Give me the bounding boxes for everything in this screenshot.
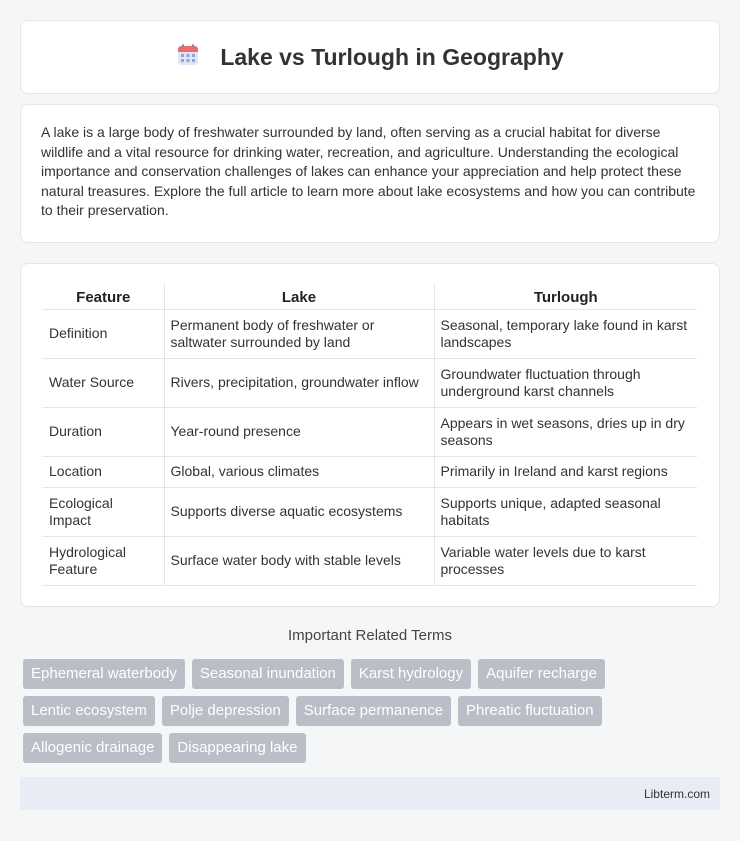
table-header-row bbox=[43, 284, 697, 310]
table-row bbox=[43, 408, 697, 457]
table-cell: Location bbox=[43, 457, 164, 488]
term-tag[interactable]: Allogenic drainage bbox=[23, 733, 162, 763]
term-tag[interactable]: Lentic ecosystem bbox=[23, 696, 155, 726]
footer-link[interactable]: Libterm.com bbox=[643, 786, 710, 801]
comparison-card bbox=[20, 263, 720, 607]
table-row bbox=[43, 359, 697, 408]
intro-card bbox=[20, 104, 720, 243]
term-tag[interactable]: Karst hydrology bbox=[351, 659, 471, 689]
calendar-icon bbox=[176, 43, 200, 72]
intro-text: A lake is a large body of freshwater surrounded by land, often serving as a crucial habitat for diverse wildlife and a vital resource for drinking water, recreation, and agriculture. Understanding the ecological importance and conservation challenges of lakes can enhance your appreciation and help protect these natural treasures. Explore the full article to learn more about lake ecosystems and how you can contribute to their preservation. bbox=[41, 124, 696, 218]
term-tag[interactable]: Seasonal inundation bbox=[192, 659, 344, 689]
term-tag[interactable]: Surface permanence bbox=[296, 696, 451, 726]
term-tag[interactable]: Phreatic fluctuation bbox=[458, 696, 602, 726]
comparison-table bbox=[43, 284, 697, 586]
term-tag[interactable]: Polje depression bbox=[162, 696, 289, 726]
table-cell: Definition bbox=[43, 310, 164, 359]
header-card bbox=[20, 20, 720, 94]
table-cell: Permanent body of freshwater or saltwater surrounded by land bbox=[164, 310, 434, 359]
table-row bbox=[43, 488, 697, 537]
table-row bbox=[43, 537, 697, 586]
table-cell: Variable water levels due to karst processes bbox=[434, 537, 697, 586]
table-cell: Supports diverse aquatic ecosystems bbox=[164, 488, 434, 537]
term-tag[interactable]: Aquifer recharge bbox=[478, 659, 605, 689]
table-cell: Hydrological Feature bbox=[43, 537, 164, 586]
table-row bbox=[43, 310, 697, 359]
table-cell: Seasonal, temporary lake found in karst landscapes bbox=[434, 310, 697, 359]
table-cell: Global, various climates bbox=[164, 457, 434, 488]
table-cell: Appears in wet seasons, dries up in dry seasons bbox=[434, 408, 697, 457]
term-tag[interactable]: Ephemeral waterbody bbox=[23, 659, 185, 689]
related-terms-title: Important Related Terms bbox=[288, 627, 452, 644]
table-cell: Supports unique, adapted seasonal habitats bbox=[434, 488, 697, 537]
related-terms-list bbox=[23, 659, 723, 763]
table-row bbox=[43, 457, 697, 488]
table-cell: Duration bbox=[43, 408, 164, 457]
table-cell: Surface water body with stable levels bbox=[164, 537, 434, 586]
table-cell: Groundwater fluctuation through underground karst channels bbox=[434, 359, 697, 408]
header-lake: Lake bbox=[164, 284, 434, 310]
table-cell: Ecological Impact bbox=[43, 488, 164, 537]
page-title: Lake vs Turlough in Geography bbox=[220, 43, 564, 70]
table-cell: Rivers, precipitation, groundwater inflow bbox=[164, 359, 434, 408]
table-cell: Year-round presence bbox=[164, 408, 434, 457]
footer bbox=[20, 777, 720, 810]
term-tag[interactable]: Disappearing lake bbox=[169, 733, 305, 763]
table-cell: Water Source bbox=[43, 359, 164, 408]
header-feature: Feature bbox=[43, 284, 164, 310]
table-cell: Primarily in Ireland and karst regions bbox=[434, 457, 697, 488]
header-turlough: Turlough bbox=[434, 284, 697, 310]
